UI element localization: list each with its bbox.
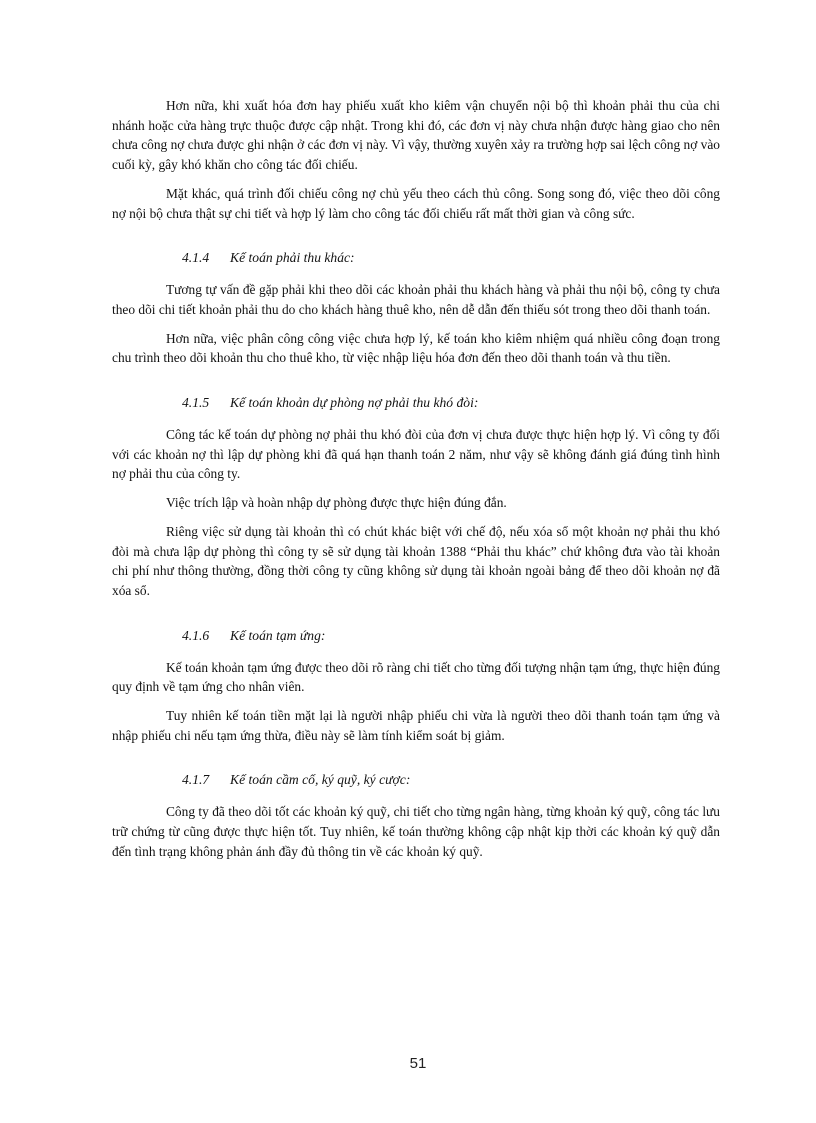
intro-paragraph: Hơn nữa, khi xuất hóa đơn hay phiếu xuất kho kiêm vận chuyển nội bộ thì khoản phải thu của chi nhánh hoặc cửa hàng trực thuộc được cập nhật. Trong khi đó, các đơn vị này chưa nhận được hàng giao cho nên chưa công nợ chưa được ghi nhận ở các đơn vị này. Vì vậy, thường xuyên xảy ra trường hợp sai lệch công nợ vào cuối kỳ, gây khó khăn cho công tác đối chiếu.	[112, 98, 720, 173]
section-4-1-4	[112, 248, 720, 368]
section-title: Kế toán phải thu khác:	[230, 250, 355, 266]
section-paragraph: Hơn nữa, việc phân công công việc chưa hợp lý, kế toán kho kiêm nhiệm quá nhiều công đoạn trong chu trình theo dõi khoản thu cho thuê kho, từ việc nhập liệu hóa đơn đến theo dõi thanh toán và thu tiền.	[112, 330, 720, 366]
section-paragraph: Riêng việc sử dụng tài khoản thì có chút khác biệt với chế độ, nếu xóa sổ một khoản nợ phải thu khó đòi mà chưa lập dự phòng thì công ty sẽ sử dụng tài khoản 1388 “Phải thu khác” chứ không đưa vào tài khoản chi phí như thông thường, đồng thời công ty cũng không sử dụng tài khoản ngoài bảng để theo dõi khoản nợ đã xóa sổ.	[112, 523, 720, 598]
section-paragraph: Công tác kế toán dự phòng nợ phải thu khó đòi của đơn vị chưa được thực hiện hợp lý. Vì công ty đối với các khoản nợ thì lập dự phòng khi đã quá hạn thanh toán 2 năm, như vậy sẽ không đánh giá đúng tình hình nợ phải thu của công ty.	[112, 427, 720, 482]
section-paragraph: Kế toán khoản tạm ứng được theo dõi rõ ràng chi tiết cho từng đối tượng nhận tạm ứng, thực hiện đúng quy định về tạm ứng cho nhân viên.	[112, 659, 720, 695]
section-4-1-5	[112, 393, 720, 601]
section-4-1-6	[112, 626, 720, 746]
document-page	[112, 96, 720, 871]
section-paragraph: Công ty đã theo dõi tốt các khoản ký quỹ, chi tiết cho từng ngân hàng, từng khoản ký quỹ, công tác lưu trữ chứng từ cũng được thực hiện tốt. Tuy nhiên, kế toán thường không cập nhật kịp thời các khoản ký quỹ dẫn đến tình trạng không phản ánh đầy đủ thông tin về các khoản ký quỹ.	[112, 804, 720, 859]
section-paragraph: Tuy nhiên kế toán tiền mặt lại là người nhập phiếu chi vừa là người theo dõi thanh toán tạm ứng và nhập phiếu chi nếu tạm ứng thừa, điều này sẽ làm tính kiểm soát bị giảm.	[112, 708, 720, 743]
section-title: Kế toán khoản dự phòng nợ phải thu khó đòi:	[230, 395, 479, 411]
section-heading	[182, 248, 720, 268]
section-number: 4.1.5	[182, 395, 210, 411]
section-heading	[182, 626, 720, 646]
section-heading	[182, 393, 720, 413]
intro-paragraph: Mặt khác, quá trình đối chiếu công nợ chủ yếu theo cách thủ công. Song song đó, việc theo dõi công nợ nội bộ chưa thật sự chi tiết và hợp lý làm cho công tác đối chiếu rất mất thời gian và công sức.	[112, 185, 720, 221]
section-heading	[182, 770, 720, 790]
section-paragraph: Tương tự vấn đề gặp phải khi theo dõi các khoản phải thu khách hàng và phải thu nội bộ, công ty chưa theo dõi chi tiết khoản phải thu do cho khách hàng thuê kho, nên dễ dẫn đến thiếu sót trong theo dõi thanh toán.	[112, 282, 720, 317]
section-number: 4.1.6	[182, 627, 210, 643]
section-title: Kế toán cầm cố, ký quỹ, ký cược:	[230, 772, 411, 788]
section-paragraph: Việc trích lập và hoàn nhập dự phòng được thực hiện đúng đắn.	[166, 495, 507, 511]
page-number: 51	[409, 1055, 427, 1072]
section-number: 4.1.4	[182, 250, 210, 266]
section-number: 4.1.7	[182, 772, 210, 788]
section-4-1-7	[112, 770, 720, 861]
section-title: Kế toán tạm ứng:	[230, 627, 326, 643]
